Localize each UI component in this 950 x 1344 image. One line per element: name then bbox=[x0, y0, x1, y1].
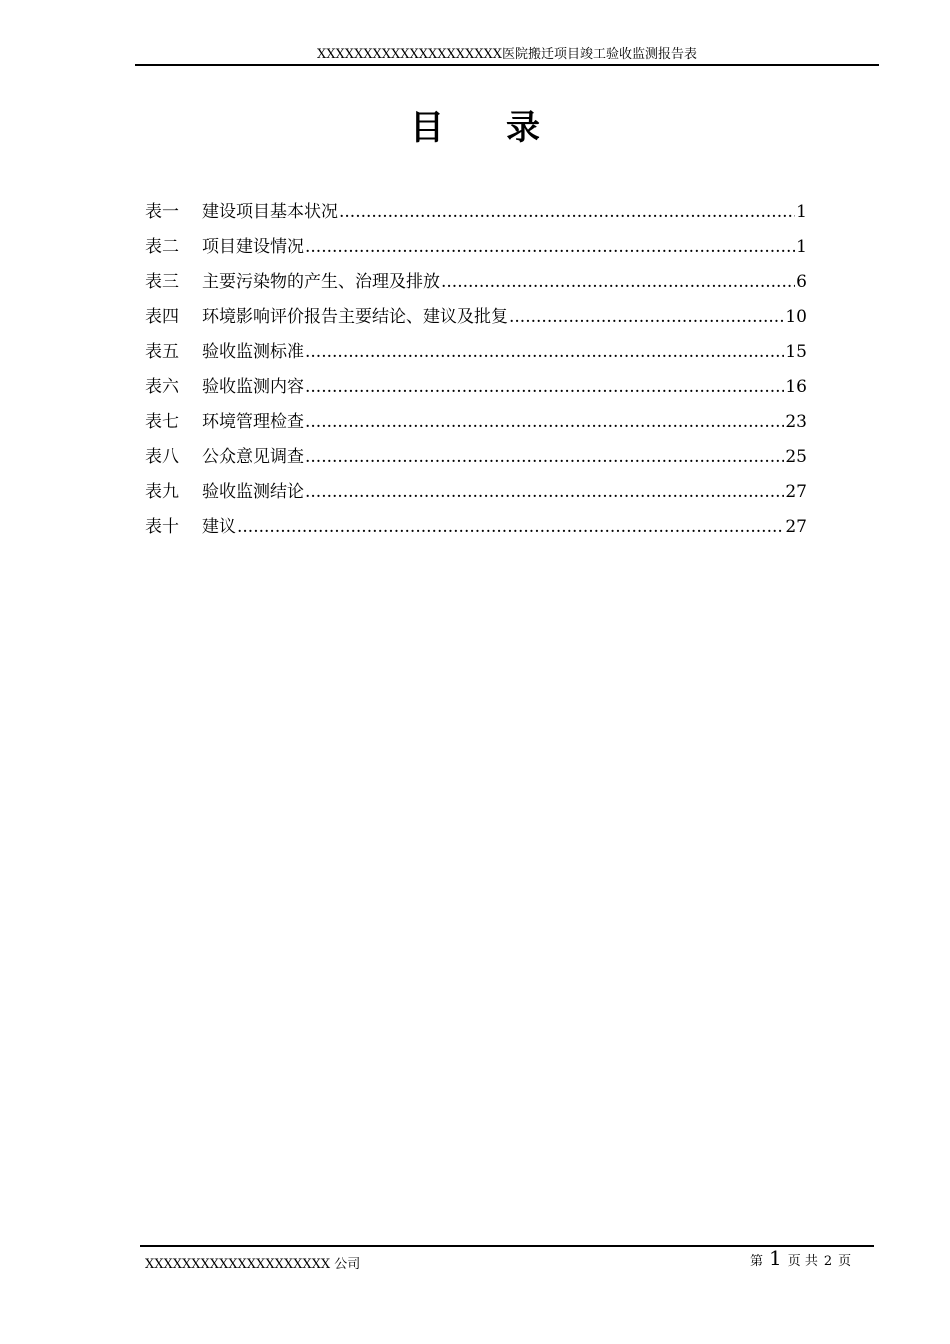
toc-entry-title: 主要污染物的产生、治理及排放 bbox=[202, 272, 440, 292]
toc-entry[interactable] bbox=[145, 515, 807, 550]
toc-entry-page: 16 bbox=[785, 377, 807, 397]
toc-entry-title: 验收监测内容 bbox=[202, 377, 304, 397]
toc-entry-title: 验收监测标准 bbox=[202, 342, 304, 362]
toc-entry-label: 表一 bbox=[145, 202, 179, 222]
footer-page-prefix: 第 bbox=[750, 1254, 764, 1269]
toc-entry-label: 表三 bbox=[145, 272, 179, 292]
toc-entry[interactable] bbox=[145, 375, 807, 410]
toc-entry-label: 表八 bbox=[145, 447, 179, 467]
toc-entry-page: 27 bbox=[785, 482, 807, 502]
toc-entry-label: 表七 bbox=[145, 412, 179, 432]
footer-page-indicator bbox=[750, 1246, 857, 1270]
toc-entry[interactable] bbox=[145, 200, 807, 235]
toc-entry[interactable] bbox=[145, 235, 807, 270]
toc-entry-page: 1 bbox=[796, 237, 807, 257]
toc-leader-dots bbox=[237, 515, 784, 539]
toc-entry-title: 公众意见调查 bbox=[202, 447, 304, 467]
toc-leader-dots bbox=[305, 375, 784, 399]
toc-entry-label: 表六 bbox=[145, 377, 179, 397]
toc-leader-dots bbox=[305, 480, 784, 504]
toc-entry-title: 建设项目基本状况 bbox=[202, 202, 338, 222]
toc-leader-dots bbox=[509, 305, 784, 329]
page-header bbox=[135, 48, 879, 66]
toc-entry-label: 表十 bbox=[145, 517, 179, 537]
document-title: 目录 bbox=[410, 108, 602, 148]
toc-entry-page: 6 bbox=[796, 272, 807, 292]
toc-entry[interactable] bbox=[145, 305, 807, 340]
toc-entry-label: 表二 bbox=[145, 237, 179, 257]
footer-company: XXXXXXXXXXXXXXXXXXXX 公司 bbox=[145, 1257, 361, 1272]
table-of-contents bbox=[145, 200, 807, 550]
toc-leader-dots bbox=[441, 270, 795, 294]
toc-entry-label: 表五 bbox=[145, 342, 179, 362]
toc-entry[interactable] bbox=[145, 445, 807, 480]
toc-leader-dots bbox=[339, 200, 795, 224]
toc-entry-page: 25 bbox=[785, 447, 807, 467]
toc-entry-page: 15 bbox=[785, 342, 807, 362]
footer-page-mid: 页 共 bbox=[787, 1254, 818, 1269]
toc-entry-title: 环境影响评价报告主要结论、建议及批复 bbox=[202, 307, 508, 327]
toc-entry-page: 1 bbox=[796, 202, 807, 222]
footer-page-total: 2 bbox=[823, 1254, 833, 1269]
toc-entry-page: 10 bbox=[785, 307, 807, 327]
toc-entry[interactable] bbox=[145, 340, 807, 375]
toc-leader-dots bbox=[305, 445, 784, 469]
toc-leader-dots bbox=[305, 235, 795, 259]
toc-leader-dots bbox=[305, 410, 784, 434]
toc-entry-title: 项目建设情况 bbox=[202, 237, 304, 257]
toc-entry[interactable] bbox=[145, 270, 807, 305]
toc-entry-page: 23 bbox=[785, 412, 807, 432]
toc-leader-dots bbox=[305, 340, 784, 364]
toc-entry[interactable] bbox=[145, 480, 807, 515]
header-title: XXXXXXXXXXXXXXXXXXXX医院搬迁项目竣工验收监测报告表 bbox=[316, 47, 698, 62]
toc-entry-title: 环境管理检查 bbox=[202, 412, 304, 432]
toc-entry-label: 表九 bbox=[145, 482, 179, 502]
toc-entry-page: 27 bbox=[785, 517, 807, 537]
toc-entry[interactable] bbox=[145, 410, 807, 445]
toc-entry-title: 验收监测结论 bbox=[202, 482, 304, 502]
footer-page-suffix: 页 bbox=[838, 1254, 852, 1269]
footer-page-current: 1 bbox=[769, 1246, 782, 1270]
toc-entry-label: 表四 bbox=[145, 307, 179, 327]
toc-entry-title: 建议 bbox=[202, 517, 236, 537]
